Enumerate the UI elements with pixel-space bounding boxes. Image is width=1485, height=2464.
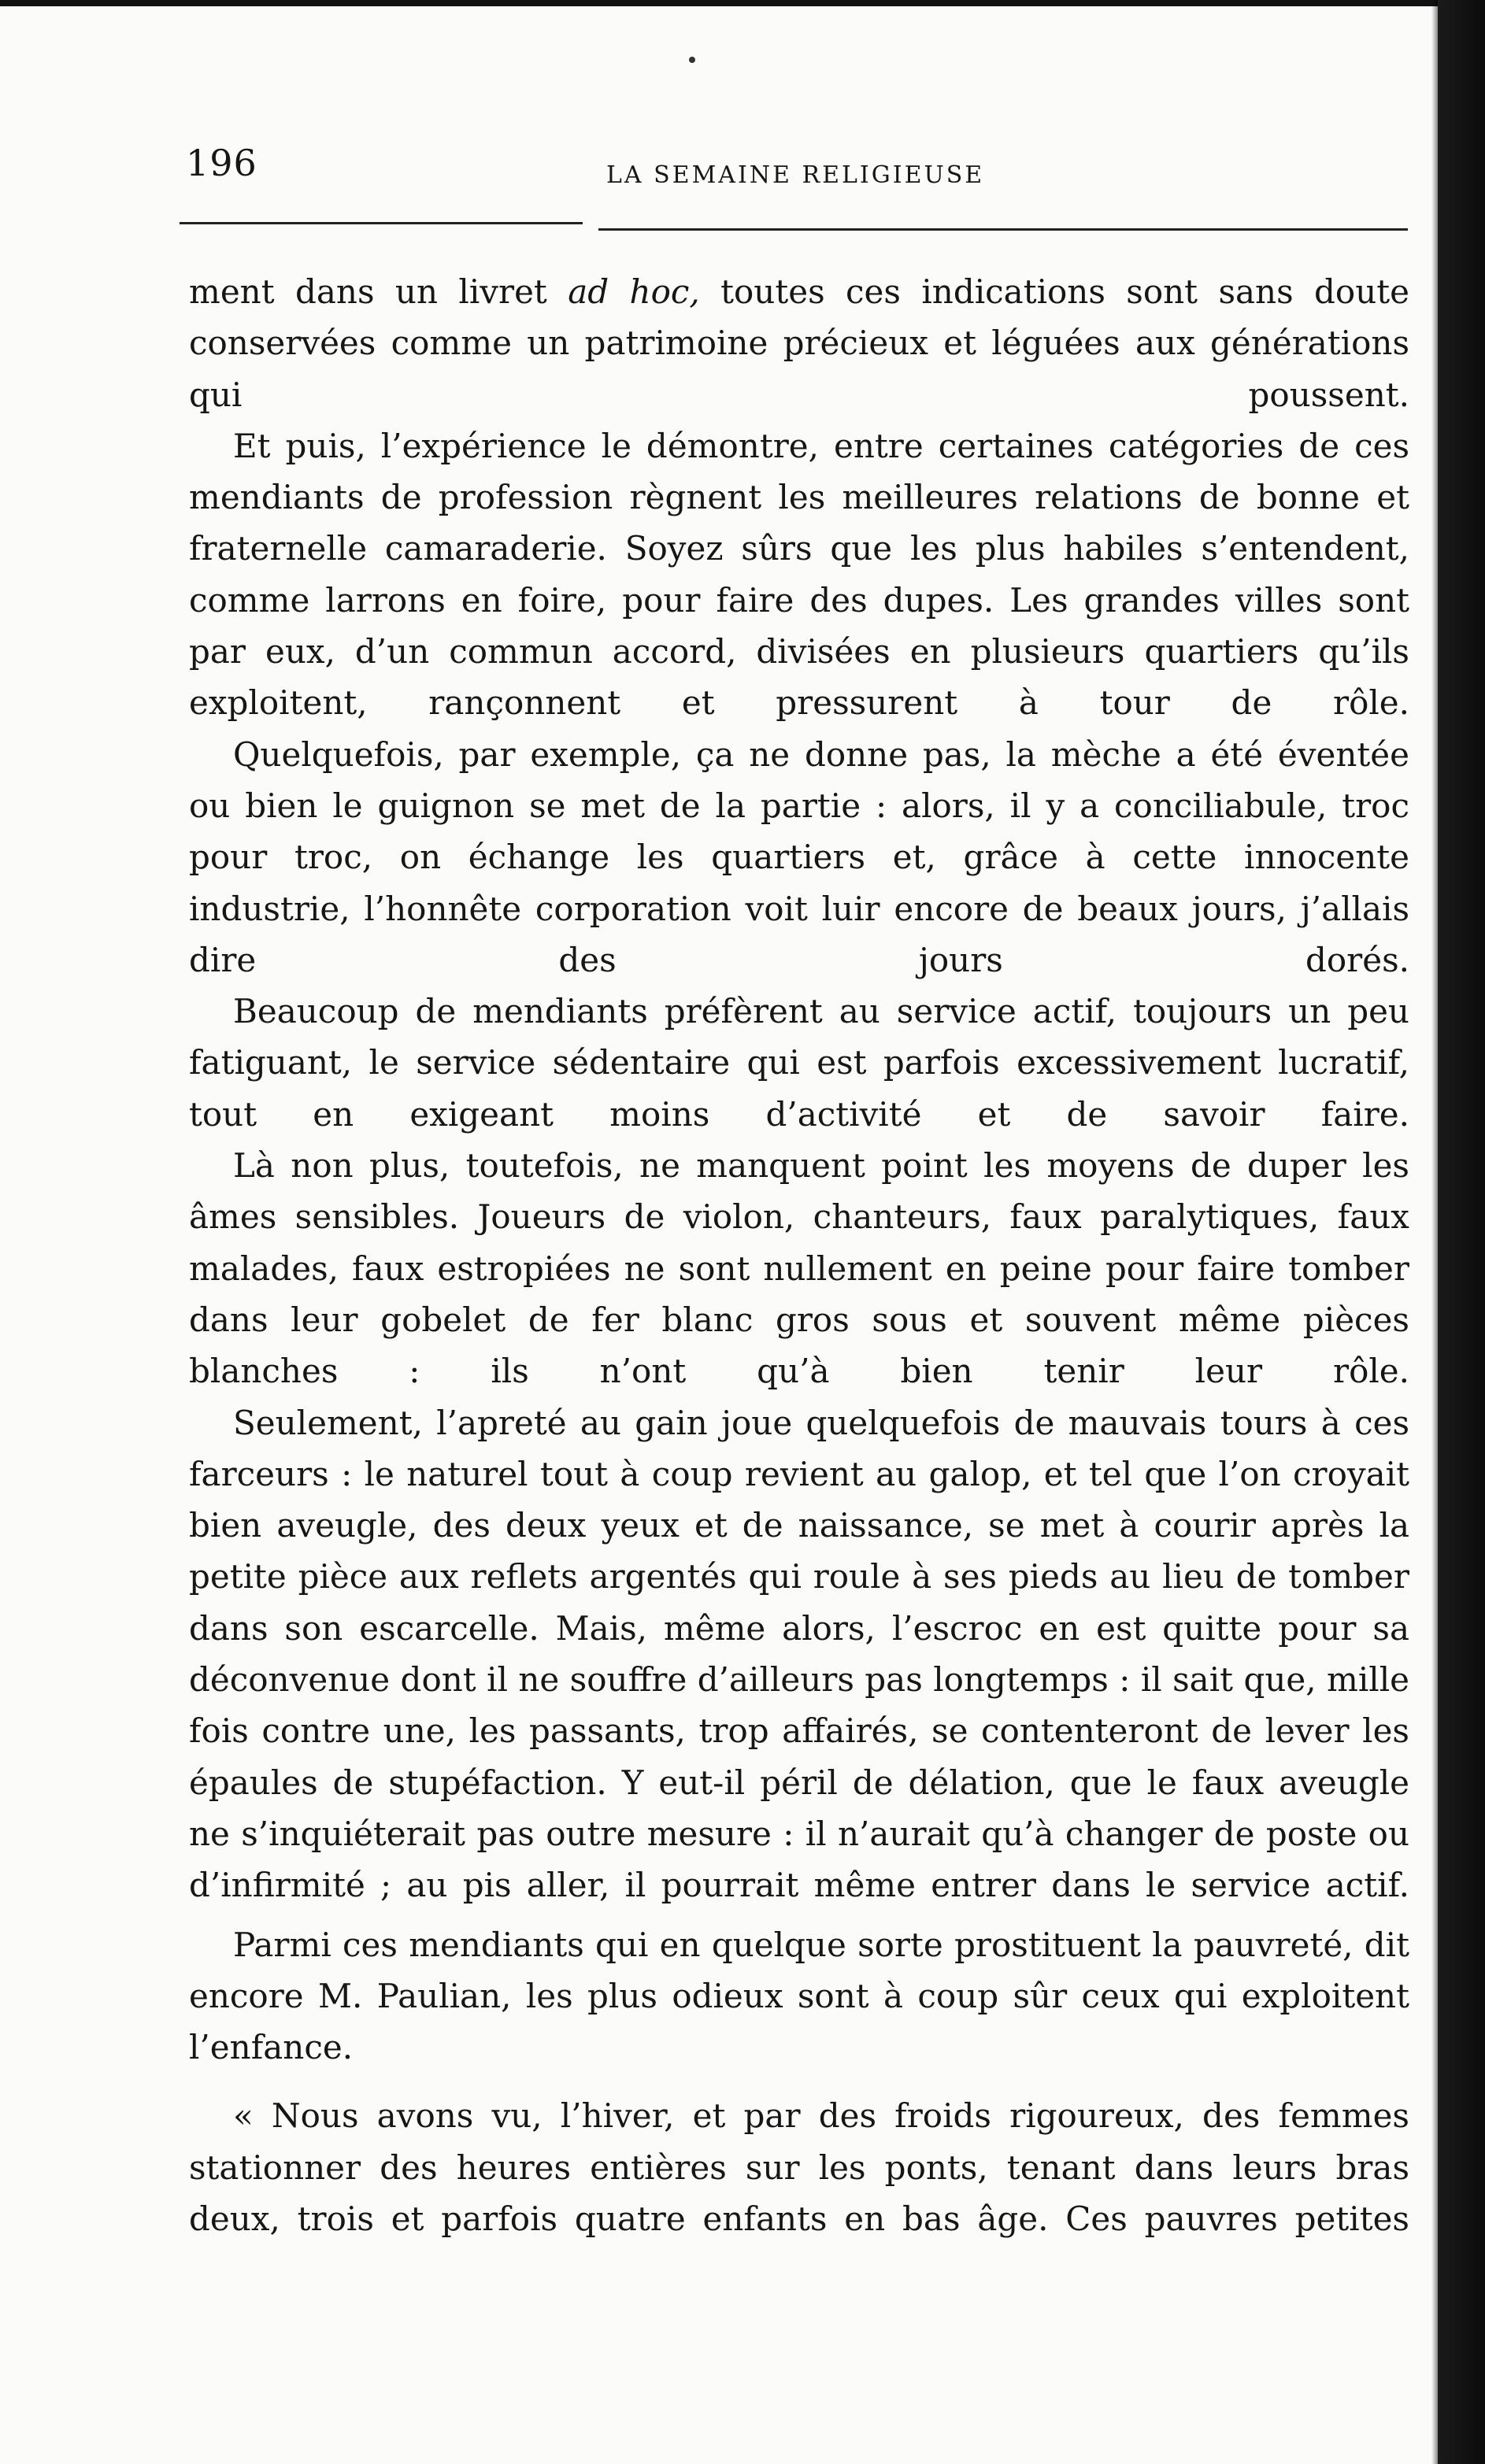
paragraph-5: Là non plus, toutefois, ne manquent point les moyens de duper les âmes sensibles. Joueurs de violon, chanteurs, faux paralytiques, faux malades, faux estropiées ne sont nullement en peine pour faire tomber dans leur gobelet de fer blanc gros sous et souvent même pièces blanches : ils n’ont qu’à bien tenir leur rôle.: [189, 1146, 1409, 1391]
header-rule-right: [598, 228, 1408, 231]
paragraph-1-italic: ad hoc,: [568, 272, 700, 311]
scan-top-border: [0, 0, 1485, 6]
paragraph-4: Beaucoup de mendiants préfèrent au service actif, toujours un peu fatiguant, le service sédentaire qui est parfois excessivement lucratif, tout en exigeant moins d’activité et de savoir faire.: [189, 992, 1409, 1134]
scan-speck: [689, 57, 695, 63]
paragraph-8: « Nous avons vu, l’hiver, et par des froids rigoureux, des femmes stationner des heures entières sur les ponts, tenant dans leurs bras deux, trois et parfois quatre enfants en bas âge. Ces pauvres petites: [189, 2096, 1409, 2238]
paragraph-2: Et puis, l’expérience le démontre, entre certaines catégories de ces mendiants de profession règnent les meilleures relations de bonne et fraternelle camaraderie. Soyez sûrs que les plus habiles s’entendent, comme larrons en foire, pour faire des dupes. Les grandes villes sont par eux, d’un commun accord, divisées en plusieurs quartiers qu’ils exploitent, rançonnent et pressurent à tour de rôle.: [189, 426, 1409, 723]
body-text: [189, 266, 1409, 2244]
running-title: LA SEMAINE RELIGIEUSE: [606, 161, 985, 189]
paragraph-7: Parmi ces mendiants qui en quelque sorte prostituent la pauvreté, dit encore M. Paulian, les plus odieux sont à coup sûr ceux qui exploitent l’enfance.: [189, 1925, 1409, 2067]
page-number: 196: [186, 142, 257, 184]
scan-right-border: [1438, 0, 1485, 2464]
paragraph-1-pre: ment dans un livret: [189, 272, 568, 311]
header-rule-left: [180, 222, 583, 224]
paragraph-3: Quelquefois, par exemple, ça ne donne pas, la mèche a été éventée ou bien le guignon se met de la partie : alors, il y a conciliabule, troc pour troc, on échange les quartiers et, grâce à cette innocente industrie, l’honnête corporation voit luir encore de beaux jours, j’allais dire des jours dorés.: [189, 734, 1409, 979]
paragraph-6: Seulement, l’apreté au gain joue quelquefois de mauvais tours à ces farceurs : le naturel tout à coup revient au galop, et tel que l’on croyait bien aveugle, des deux yeux et de naissance, se met à courir après la petite pièce aux reflets argentés qui roule à ses pieds au lieu de tomber dans son escarcelle. Mais, même alors, l’escroc en est quitte pour sa déconvenue dont il ne souffre d’ailleurs pas longtemps : il sait que, mille fois contre une, les passants, trop affairés, se contenteront de lever les épaules de stupéfaction. Y eut-il péril de délation, que le faux aveugle ne s’inquiéterait pas outre mesure : il n’aurait qu’à changer de poste ou d’infirmité ; au pis aller, il pourrait même entrer dans le service actif.: [189, 1403, 1409, 1905]
paragraph-1-post: toutes ces indications sont sans doute conservées comme un patrimoine précieux et léguées aux générations qui poussent.: [189, 272, 1409, 414]
paragraph-1: [189, 266, 1409, 420]
